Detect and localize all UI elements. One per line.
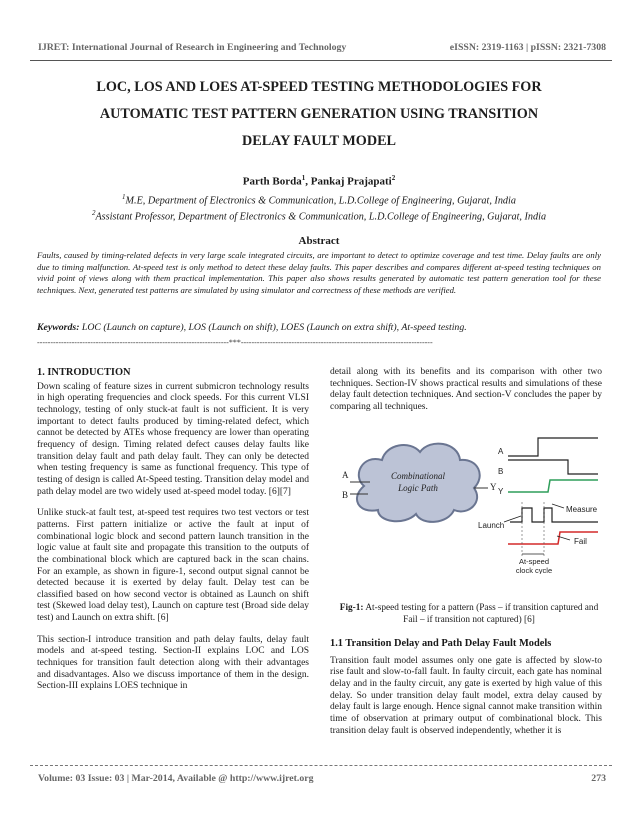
wave-y-pass: [508, 480, 598, 492]
cloud-label-2: Logic Path: [398, 483, 438, 493]
abstract-heading: Abstract: [298, 235, 340, 247]
intro-heading: 1. INTRODUCTION: [37, 367, 131, 378]
cloud-label-1: Combinational: [390, 471, 446, 481]
wave-b-label: B: [498, 467, 504, 476]
abstract-text: Faults, caused by timing-related defects in very large scale integrated circuits, are important to detect to optimize coverage and test time. Delay faults are only due to timing malfunction. At-speed test is only method to detect these delay faults. This paper describes and compares different at-speed testing techniques on vivid point of views along with them practical implementation. This paper also shows results generated by automatic test pattern generation tool for these techniques. Next, generated test patterns are simulated by using simulator and correctness of these methods are verified.: [37, 250, 601, 295]
affiliation-1-text: M.E, Department of Electronics & Communication, L.D.College of Engineering, Gujarat, India: [125, 195, 516, 207]
keywords-text: LOC (Launch on capture), LOS (Launch on shift), LOES (Launch on extra shift), At-speed testing.: [79, 322, 467, 333]
wave-a: [508, 438, 598, 456]
journal-name: IJRET: International Journal of Research in Engineering and Technology: [38, 42, 347, 53]
launch-clock: [510, 508, 538, 522]
affiliation-2-sup: 2: [91, 209, 96, 217]
clock-label-2: clock cycle: [515, 566, 553, 574]
keywords-label: Keywords:: [37, 322, 80, 333]
caption-label: Fig-1:: [339, 603, 364, 613]
caption-text: At-speed testing for a pattern (Pass – if transition captured and Fail – if transition not captured) [6]: [363, 603, 599, 625]
wave-a-low: [508, 460, 598, 474]
launch-label: Launch: [478, 521, 505, 530]
measure-label: Measure: [566, 505, 598, 514]
title-line-2: AUTOMATIC TEST PATTERN GENERATION USING TRANSITION: [99, 106, 539, 122]
fail-label: Fail: [574, 537, 587, 546]
intro-paragraph-3: This section-I introduce transition and path delay faults, delay fault models and at-speed testing. Section-II explains LOC and LOS techniques for transition fault detection along with their advantages and disadvantages. Also we discuss importance of them in the design. Section-III explains LOES technique in: [37, 634, 309, 692]
author-1: Parth Borda: [242, 175, 302, 188]
input-b-label: B: [342, 490, 349, 500]
author-separator: ,: [305, 175, 311, 188]
title-line-3: DELAY FAULT MODEL: [242, 133, 396, 149]
right-paragraph-1: detail along with its benefits and its comparison with other two techniques. Section-IV shows practical results and simulations of these delay fault detection techniques. And section-V concludes the paper by comparing all techniques.: [330, 367, 602, 412]
affiliation-1: [30, 193, 608, 206]
figure-1: [338, 432, 600, 574]
figure-caption: [338, 603, 600, 627]
wave-a-label: A: [498, 447, 504, 456]
measure-arrow: [552, 504, 564, 508]
paper-title: [40, 74, 598, 155]
header-rule: [30, 60, 612, 61]
affiliation-1-sup: 1: [122, 193, 126, 201]
left-column: [37, 367, 309, 703]
output-y-label: Y: [490, 482, 497, 492]
intro-paragraph-2: Unlike stuck-at fault test, at-speed test requires two test vectors or test patterns. First pattern initialize or active the fault at input of combinational logic block and second pattern launch transition in the logic value at fault site and propagate this transition to the outputs of the combinational block which are captured back in the scan chains. For an example, as shown in figure-1, second output signal cannot be detected because it is exerted by delay fault. Delay test can be classified based on how second vector is obtained as Launch on shift test (Skewed load delay test), Launch on capture test (Broad side delay test) and Launch on extra shift. [6]: [37, 508, 309, 624]
wave-y-label: Y: [498, 487, 504, 496]
issn: eISSN: 2319-1163 | pISSN: 2321-7308: [449, 42, 606, 53]
keywords: [37, 322, 601, 333]
title-line-1: LOC, LOS AND LOES AT-SPEED TESTING METHODOLOGIES FOR: [96, 79, 542, 95]
author-1-sup: 1: [301, 174, 306, 182]
page-number: 273: [591, 773, 606, 784]
author-2-sup: 2: [391, 174, 396, 182]
right-column-top: [330, 367, 602, 424]
section-1-1-heading: 1.1 Transition Delay and Path Delay Fault Models: [330, 638, 552, 649]
author-2: Pankaj Prajapati: [310, 175, 392, 188]
author-list: [30, 174, 608, 188]
clock-label-1: At-speed: [518, 557, 550, 566]
volume-info: Volume: 03 Issue: 03 | Mar-2014, Available @ http://www.ijret.org: [38, 773, 314, 784]
running-header: [38, 42, 606, 53]
right-column-bottom: [330, 638, 602, 747]
affiliation-2-text: Assistant Professor, Department of Electronics & Communication, L.D.College of Engineering, Gujarat, India: [95, 211, 547, 223]
intro-paragraph-1: Down scaling of feature sizes in current submicron technology results in high operating frequencies and clock speeds. For this current VLSI technology, testing of only stuck-at fault is not sufficient. It is very important to detect faults produced by timing-related defect, which cannot be detected by ATEs whose frequency are lower than operating frequency of design. Timing related defect causes delay faults like transition delay fault and path delay fault. They can only be detected when testing frequency is same as functional frequency. This type of testing of design is called At-Speed testing. Transition delay model and path delay model are two widely used at-speed model today. [6][7]: [37, 381, 309, 497]
footer-rule: [30, 765, 612, 766]
launch-arrow: [504, 516, 521, 522]
running-footer: [38, 773, 606, 784]
input-a-label: A: [342, 470, 349, 480]
right-paragraph-2: Transition fault model assumes only one gate is affected by slow-to rise fault and slow-to-fall fault. In faulty circuit, each gate has nominal delay and in the faulty circuit, any gate is exerted by high value of this delay. So under transition delay fault model, extra delay caused by delay fault is large enough. Hence signal cannot make transition within time of observation at primary output of combinational block. This transition delay fault is observed independently, whether it is: [330, 655, 602, 736]
section-separator: ------------------------------------------------------------------------***------------------------------------------------------------------------: [37, 338, 433, 347]
affiliation-2: [30, 209, 608, 222]
